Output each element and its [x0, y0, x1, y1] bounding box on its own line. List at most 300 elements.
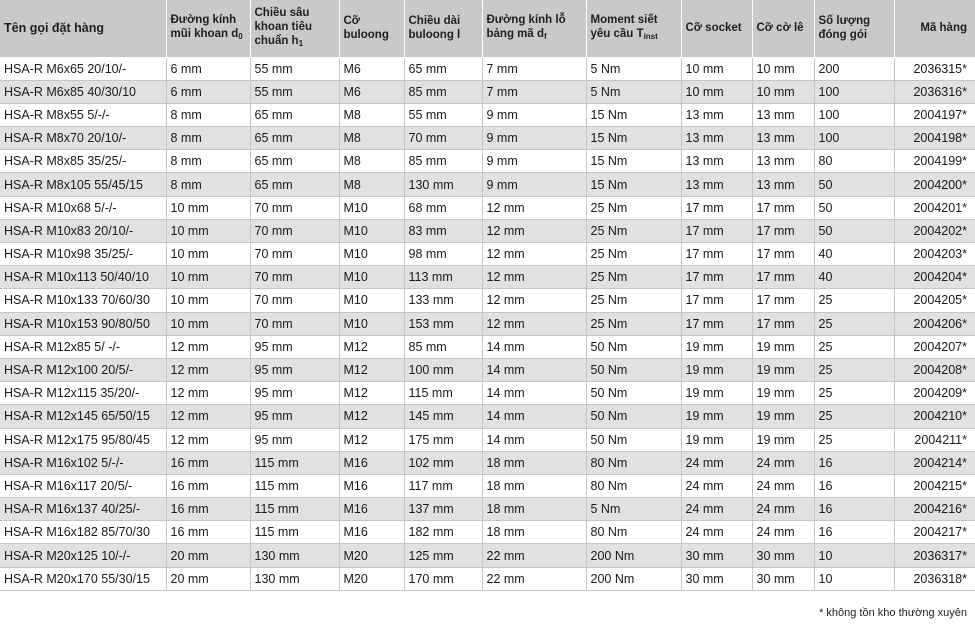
table-cell: 25 Nm — [586, 312, 681, 335]
table-row — [0, 219, 975, 242]
table-cell: 16 — [814, 474, 894, 497]
table-cell: 19 mm — [752, 358, 814, 381]
table-cell: HSA-R M8x70 20/10/- — [0, 127, 166, 150]
table-cell: 115 mm — [250, 474, 339, 497]
table-cell: 16 — [814, 521, 894, 544]
table-cell: 85 mm — [404, 150, 482, 173]
table-cell: 17 mm — [681, 219, 752, 242]
column-header-label: Đường kính lỗ bảng mã d — [486, 13, 566, 40]
table-cell: 19 mm — [752, 335, 814, 358]
table-cell: 2004198* — [894, 127, 975, 150]
column-header-label: Moment siết yêu cầu T — [590, 13, 658, 40]
table-cell: 50 Nm — [586, 382, 681, 405]
table-cell: 13 mm — [681, 150, 752, 173]
table-cell: 16 mm — [166, 498, 250, 521]
table-cell: 2004209* — [894, 382, 975, 405]
table-cell: 2004204* — [894, 266, 975, 289]
table-row — [0, 451, 975, 474]
table-cell: 130 mm — [250, 567, 339, 590]
table-cell: 17 mm — [752, 196, 814, 219]
table-cell: 102 mm — [404, 451, 482, 474]
table-cell: 19 mm — [681, 428, 752, 451]
table-cell: 50 Nm — [586, 428, 681, 451]
table-cell: 80 Nm — [586, 451, 681, 474]
table-row — [0, 335, 975, 358]
table-cell: 115 mm — [250, 451, 339, 474]
table-row — [0, 196, 975, 219]
table-cell: 68 mm — [404, 196, 482, 219]
table-cell: 83 mm — [404, 219, 482, 242]
table-cell: 2004205* — [894, 289, 975, 312]
table-cell: 19 mm — [681, 382, 752, 405]
table-cell: 24 mm — [752, 474, 814, 497]
column-header — [814, 0, 894, 57]
table-cell: 10 — [814, 544, 894, 567]
table-cell: 12 mm — [482, 312, 586, 335]
table-cell: 115 mm — [404, 382, 482, 405]
table-cell: 115 mm — [250, 521, 339, 544]
table-cell: 2004215* — [894, 474, 975, 497]
table-row — [0, 405, 975, 428]
table-cell: 2004208* — [894, 358, 975, 381]
table-cell: 12 mm — [166, 335, 250, 358]
table-cell: 24 mm — [681, 451, 752, 474]
table-cell: 12 mm — [166, 382, 250, 405]
column-header — [339, 0, 404, 57]
table-cell: 7 mm — [482, 57, 586, 80]
table-row — [0, 428, 975, 451]
table-cell: 10 — [814, 567, 894, 590]
table-cell: 18 mm — [482, 521, 586, 544]
table-cell: HSA-R M8x85 35/25/- — [0, 150, 166, 173]
table-cell: 16 — [814, 498, 894, 521]
table-cell: 50 — [814, 173, 894, 196]
table-cell: 8 mm — [166, 150, 250, 173]
table-cell: 55 mm — [250, 80, 339, 103]
table-cell: 13 mm — [752, 127, 814, 150]
table-cell: HSA-R M12x115 35/20/- — [0, 382, 166, 405]
column-header-subscript: f — [544, 31, 547, 41]
table-cell: 65 mm — [404, 57, 482, 80]
table-row — [0, 243, 975, 266]
table-cell: M8 — [339, 173, 404, 196]
table-cell: 10 mm — [166, 289, 250, 312]
table-cell: 7 mm — [482, 80, 586, 103]
table-row — [0, 312, 975, 335]
table-cell: 2004197* — [894, 103, 975, 126]
table-cell: 12 mm — [166, 428, 250, 451]
table-cell: 2004202* — [894, 219, 975, 242]
table-cell: M12 — [339, 358, 404, 381]
table-row — [0, 382, 975, 405]
table-cell: HSA-R M10x98 35/25/- — [0, 243, 166, 266]
table-cell: 18 mm — [482, 474, 586, 497]
table-cell: 19 mm — [681, 405, 752, 428]
table-cell: 2004211* — [894, 428, 975, 451]
table-header — [0, 0, 975, 57]
column-header — [404, 0, 482, 57]
column-header-label: Cỡ cờ lê — [756, 22, 804, 35]
table-cell: 80 Nm — [586, 521, 681, 544]
table-cell: 182 mm — [404, 521, 482, 544]
table-row — [0, 57, 975, 80]
table-cell: M8 — [339, 127, 404, 150]
table-cell: 13 mm — [752, 173, 814, 196]
table-cell: M10 — [339, 312, 404, 335]
table-cell: HSA-R M16x102 5/-/- — [0, 451, 166, 474]
table-cell: 9 mm — [482, 173, 586, 196]
table-cell: 70 mm — [404, 127, 482, 150]
table-cell: HSA-R M10x113 50/40/10 — [0, 266, 166, 289]
table-row — [0, 521, 975, 544]
table-cell: 80 Nm — [586, 474, 681, 497]
table-cell: 40 — [814, 243, 894, 266]
table-cell: 6 mm — [166, 57, 250, 80]
table-row — [0, 498, 975, 521]
column-header-subscript: inst — [643, 31, 658, 41]
table-cell: 24 mm — [681, 474, 752, 497]
table-row — [0, 103, 975, 126]
table-cell: 50 — [814, 196, 894, 219]
column-header-label: Đường kính mũi khoan d — [170, 13, 239, 40]
table-cell: 16 mm — [166, 521, 250, 544]
table-row — [0, 150, 975, 173]
table-cell: 10 mm — [166, 219, 250, 242]
table-cell: 10 mm — [166, 243, 250, 266]
table-cell: 19 mm — [681, 335, 752, 358]
table-cell: 25 — [814, 312, 894, 335]
table-cell: 18 mm — [482, 498, 586, 521]
table-cell: HSA-R M20x170 55/30/15 — [0, 567, 166, 590]
table-cell: HSA-R M12x100 20/5/- — [0, 358, 166, 381]
table-cell: 2004207* — [894, 335, 975, 358]
table-cell: 50 Nm — [586, 405, 681, 428]
table-cell: 17 mm — [752, 243, 814, 266]
table-cell: 14 mm — [482, 405, 586, 428]
table-cell: 17 mm — [752, 289, 814, 312]
table-cell: HSA-R M6x65 20/10/- — [0, 57, 166, 80]
table-cell: HSA-R M10x153 90/80/50 — [0, 312, 166, 335]
table-cell: 13 mm — [681, 103, 752, 126]
table-cell: 5 Nm — [586, 498, 681, 521]
table-body — [0, 57, 975, 590]
table-row — [0, 80, 975, 103]
table-cell: M10 — [339, 289, 404, 312]
table-cell: M20 — [339, 567, 404, 590]
table-cell: 17 mm — [681, 289, 752, 312]
table-cell: 22 mm — [482, 544, 586, 567]
table-cell: 50 Nm — [586, 335, 681, 358]
table-cell: 24 mm — [752, 521, 814, 544]
table-cell: 16 — [814, 451, 894, 474]
table-row — [0, 266, 975, 289]
table-cell: 153 mm — [404, 312, 482, 335]
table-row — [0, 567, 975, 590]
table-cell: 2004199* — [894, 150, 975, 173]
table-row — [0, 358, 975, 381]
table-cell: 65 mm — [250, 127, 339, 150]
table-cell: 170 mm — [404, 567, 482, 590]
table-cell: 17 mm — [681, 243, 752, 266]
table-cell: 200 Nm — [586, 567, 681, 590]
table-cell: 2004217* — [894, 521, 975, 544]
column-header — [681, 0, 752, 57]
table-cell: 100 — [814, 103, 894, 126]
table-cell: 17 mm — [681, 312, 752, 335]
table-cell: 15 Nm — [586, 150, 681, 173]
table-cell: 30 mm — [752, 567, 814, 590]
table-cell: 175 mm — [404, 428, 482, 451]
table-cell: HSA-R M8x55 5/-/- — [0, 103, 166, 126]
table-cell: 85 mm — [404, 80, 482, 103]
table-cell: 10 mm — [166, 266, 250, 289]
table-cell: 16 mm — [166, 474, 250, 497]
table-cell: 25 — [814, 382, 894, 405]
table-cell: 100 — [814, 127, 894, 150]
table-cell: 2004216* — [894, 498, 975, 521]
table-cell: 8 mm — [166, 173, 250, 196]
column-header — [0, 0, 166, 57]
table-cell: 95 mm — [250, 335, 339, 358]
table-cell: 15 Nm — [586, 127, 681, 150]
table-cell: HSA-R M20x125 10/-/- — [0, 544, 166, 567]
table-cell: 15 Nm — [586, 103, 681, 126]
table-cell: 8 mm — [166, 127, 250, 150]
table-cell: 19 mm — [681, 358, 752, 381]
column-header-subscript: 0 — [238, 31, 243, 41]
table-cell: HSA-R M16x117 20/5/- — [0, 474, 166, 497]
table-cell: 13 mm — [752, 103, 814, 126]
table-cell: 70 mm — [250, 196, 339, 219]
column-header — [752, 0, 814, 57]
header-row — [0, 0, 975, 57]
table-row — [0, 544, 975, 567]
table-cell: 25 Nm — [586, 289, 681, 312]
footnote: * không tồn kho thường xuyên — [819, 607, 967, 619]
table-cell: 130 mm — [404, 173, 482, 196]
table-cell: 19 mm — [752, 428, 814, 451]
table-cell: HSA-R M12x85 5/ -/- — [0, 335, 166, 358]
table-cell: 2036316* — [894, 80, 975, 103]
table-cell: 50 — [814, 219, 894, 242]
table-cell: 133 mm — [404, 289, 482, 312]
table-cell: 25 — [814, 358, 894, 381]
table-cell: 16 mm — [166, 451, 250, 474]
table-cell: 10 mm — [752, 57, 814, 80]
table-cell: 65 mm — [250, 150, 339, 173]
table-cell: 100 — [814, 80, 894, 103]
table-cell: 200 Nm — [586, 544, 681, 567]
table-cell: 10 mm — [681, 80, 752, 103]
table-cell: 10 mm — [166, 312, 250, 335]
table-cell: M10 — [339, 243, 404, 266]
table-cell: 137 mm — [404, 498, 482, 521]
table-cell: 145 mm — [404, 405, 482, 428]
table-cell: 25 Nm — [586, 219, 681, 242]
table-cell: 50 Nm — [586, 358, 681, 381]
table-cell: 95 mm — [250, 382, 339, 405]
table-cell: 117 mm — [404, 474, 482, 497]
table-cell: 95 mm — [250, 428, 339, 451]
table-cell: M20 — [339, 544, 404, 567]
table-cell: 70 mm — [250, 266, 339, 289]
table-cell: 113 mm — [404, 266, 482, 289]
table-cell: 25 Nm — [586, 196, 681, 219]
table-cell: 6 mm — [166, 80, 250, 103]
table-cell: 9 mm — [482, 103, 586, 126]
table-cell: 65 mm — [250, 173, 339, 196]
table-cell: M16 — [339, 498, 404, 521]
table-cell: M16 — [339, 474, 404, 497]
table-cell: M12 — [339, 405, 404, 428]
table-cell: 14 mm — [482, 428, 586, 451]
table-cell: 70 mm — [250, 243, 339, 266]
table-cell: 30 mm — [681, 567, 752, 590]
table-cell: 5 Nm — [586, 80, 681, 103]
table-cell: M12 — [339, 428, 404, 451]
table-cell: 13 mm — [681, 127, 752, 150]
table-cell: 17 mm — [752, 219, 814, 242]
table-cell: M16 — [339, 521, 404, 544]
table-cell: 25 — [814, 428, 894, 451]
table-cell: 14 mm — [482, 335, 586, 358]
table-cell: 17 mm — [752, 312, 814, 335]
table-cell: M6 — [339, 80, 404, 103]
table-cell: 10 mm — [166, 196, 250, 219]
table-cell: 12 mm — [482, 219, 586, 242]
table-cell: 13 mm — [752, 150, 814, 173]
table-cell: 14 mm — [482, 358, 586, 381]
table-cell: 125 mm — [404, 544, 482, 567]
table-cell: M12 — [339, 335, 404, 358]
table-cell: 25 — [814, 335, 894, 358]
table-cell: 25 — [814, 289, 894, 312]
table-cell: 70 mm — [250, 219, 339, 242]
table-cell: 55 mm — [404, 103, 482, 126]
table-cell: 130 mm — [250, 544, 339, 567]
table-cell: HSA-R M6x85 40/30/10 — [0, 80, 166, 103]
table-cell: 10 mm — [681, 57, 752, 80]
table-cell: 95 mm — [250, 358, 339, 381]
table-cell: 2004200* — [894, 173, 975, 196]
table-cell: 12 mm — [482, 266, 586, 289]
table-cell: M6 — [339, 57, 404, 80]
table-cell: 17 mm — [681, 196, 752, 219]
table-cell: 70 mm — [250, 312, 339, 335]
table-cell: 2036315* — [894, 57, 975, 80]
table-cell: HSA-R M12x145 65/50/15 — [0, 405, 166, 428]
table-cell: 70 mm — [250, 289, 339, 312]
table-cell: HSA-R M10x68 5/-/- — [0, 196, 166, 219]
table-cell: 24 mm — [752, 498, 814, 521]
table-cell: 12 mm — [166, 405, 250, 428]
table-cell: 12 mm — [166, 358, 250, 381]
table-cell: HSA-R M12x175 95/80/45 — [0, 428, 166, 451]
table-cell: HSA-R M16x137 40/25/- — [0, 498, 166, 521]
table-cell: M8 — [339, 103, 404, 126]
table-cell: 2036317* — [894, 544, 975, 567]
table-cell: 9 mm — [482, 150, 586, 173]
table-cell: 8 mm — [166, 103, 250, 126]
table-cell: 2004206* — [894, 312, 975, 335]
table-cell: M16 — [339, 451, 404, 474]
table-cell: 2036318* — [894, 567, 975, 590]
column-header-label: Số lượng đóng gói — [818, 15, 871, 42]
table-row — [0, 289, 975, 312]
table-cell: 18 mm — [482, 451, 586, 474]
table-cell: HSA-R M16x182 85/70/30 — [0, 521, 166, 544]
table-row — [0, 173, 975, 196]
table-cell: 17 mm — [681, 266, 752, 289]
table-cell: 2004201* — [894, 196, 975, 219]
table-cell: 19 mm — [752, 405, 814, 428]
table-cell: 20 mm — [166, 544, 250, 567]
table-cell: 24 mm — [681, 521, 752, 544]
column-header — [894, 0, 975, 57]
table-cell: 25 Nm — [586, 266, 681, 289]
column-header — [166, 0, 250, 57]
table-cell: 30 mm — [752, 544, 814, 567]
column-header-label: Cỡ socket — [685, 22, 742, 35]
table-cell: 85 mm — [404, 335, 482, 358]
table-cell: 20 mm — [166, 567, 250, 590]
table-cell: 19 mm — [752, 382, 814, 405]
table-cell: 100 mm — [404, 358, 482, 381]
table-cell: 25 Nm — [586, 243, 681, 266]
table-cell: 200 — [814, 57, 894, 80]
table-cell: 98 mm — [404, 243, 482, 266]
table-cell: HSA-R M10x83 20/10/- — [0, 219, 166, 242]
table-cell: 95 mm — [250, 405, 339, 428]
table-cell: 13 mm — [681, 173, 752, 196]
table-cell: M12 — [339, 382, 404, 405]
table-cell: 115 mm — [250, 498, 339, 521]
column-header-label: Cỡ buloong — [343, 15, 389, 42]
table-cell: 12 mm — [482, 196, 586, 219]
column-header — [586, 0, 681, 57]
column-header-subscript: 1 — [298, 38, 304, 48]
table-cell: 55 mm — [250, 57, 339, 80]
table-cell: 24 mm — [681, 498, 752, 521]
table-cell: M10 — [339, 219, 404, 242]
table-cell: HSA-R M10x133 70/60/30 — [0, 289, 166, 312]
table-cell: M10 — [339, 196, 404, 219]
column-header — [250, 0, 339, 57]
table-cell: 9 mm — [482, 127, 586, 150]
column-header-label: Mã hàng — [920, 22, 967, 35]
table-row — [0, 127, 975, 150]
table-cell: 22 mm — [482, 567, 586, 590]
table-cell: 25 — [814, 405, 894, 428]
table-cell: M10 — [339, 266, 404, 289]
table-cell: 2004210* — [894, 405, 975, 428]
table-cell: 14 mm — [482, 382, 586, 405]
column-header-label: Chiều dài buloong l — [408, 15, 461, 42]
column-header — [482, 0, 586, 57]
table-cell: HSA-R M8x105 55/45/15 — [0, 173, 166, 196]
table-cell: 80 — [814, 150, 894, 173]
table-cell: 2004214* — [894, 451, 975, 474]
column-header-label: Chiều sâu khoan tiêu chuẩn h — [254, 6, 313, 47]
table-cell: M8 — [339, 150, 404, 173]
table-cell: 10 mm — [752, 80, 814, 103]
table-cell: 40 — [814, 266, 894, 289]
table-cell: 2004203* — [894, 243, 975, 266]
column-header-label: Tên gọi đặt hàng — [4, 21, 104, 36]
table-cell: 65 mm — [250, 103, 339, 126]
table-cell: 24 mm — [752, 451, 814, 474]
table-cell: 12 mm — [482, 289, 586, 312]
